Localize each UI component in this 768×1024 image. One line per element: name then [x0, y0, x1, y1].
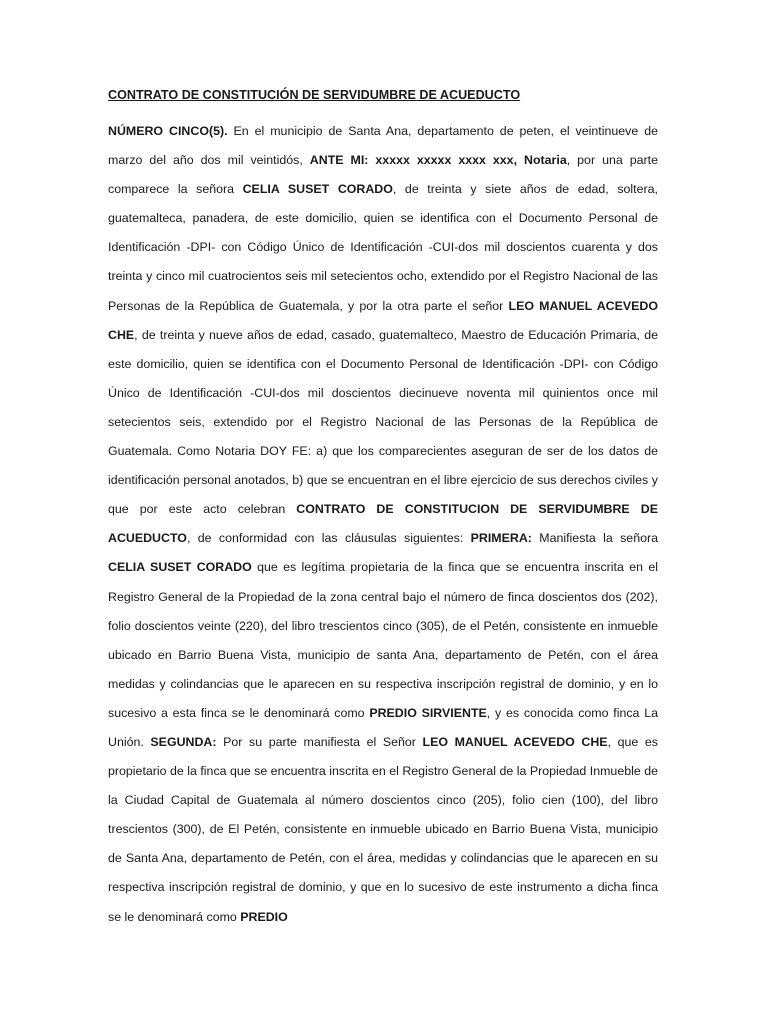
text-segment: Manifiesta la señora: [531, 531, 658, 546]
bold-text-segment: LEO MANUEL ACEVEDO CHE: [108, 298, 658, 342]
bold-text-segment: NÚMERO CINCO(5).: [108, 124, 228, 138]
text-segment: , que es propietario de la finca que se encuentra inscrita en el Registro General de la Propiedad Inmueble de la Ciudad Capital de Guatemala al número doscientos cinco (205), folio cien (100), del libro trescientos (300), de El Petén, consistente en inmueble ubicado en Barrio Buena Vista, municipio de Santa Ana, departamento de Petén, con el área, medidas y colindancias que le aparecen en su respectiva inscripción registral de dominio, y que en lo sucesivo de este instrumento a dicha finca se le denominará como: [108, 734, 658, 924]
bold-text-segment: CELIA SUSET CORADO: [108, 560, 252, 575]
text-segment: En el municipio de Santa Ana, departamento de peten, el veintinueve de marzo del año dos mil veintidós,: [108, 124, 658, 168]
bold-text-segment: SEGUNDA:: [150, 734, 217, 749]
bold-text-segment: CELIA SUSET CORADO: [242, 182, 393, 197]
text-segment: , de conformidad con las cláusulas siguientes:: [186, 531, 471, 546]
text-segment: que es legítima propietaria de la finca que se encuentra inscrita en el Registro General de la Propiedad de la zona central bajo el número de finca doscientos dos (202), folio doscientos veinte (220), del libro trescientos cinco (305), de el Petén, consistente en inmueble ubicado en Barrio Buena Vista, municipio de santa Ana, departamento de Petén, con el área medidas y colindancias que le aparecen en su respectiva inscripción registral de dominio, y en lo sucesivo a esta finca se le denominará como: [108, 560, 658, 720]
document-title: CONTRATO DE CONSTITUCIÓN DE SERVIDUMBRE DE ACUEDUCTO: [108, 88, 521, 102]
text-segment: , de treinta y nueve años de edad, casado, guatemalteco, Maestro de Educación Primaria, de este domicilio, quien se identifica con el Documento Personal de Identificación -DPI- con Código Único de Identificación -CUI-dos mil doscientos diecinueve noventa mil quinientos once mil setecientos seis, extendido por el Registro Nacional de las Personas de la República de Guatemala. Como Notaria DOY FE: a) que los comparecientes aseguran de ser de los datos de identificación personal anotados, b) que se encuentran en el libre ejercicio de sus derechos civiles y que por este acto celebran: [108, 327, 658, 517]
text-segment: , y es conocida como finca La Unión.: [108, 705, 658, 749]
bold-text-segment: LEO MANUEL ACEVEDO CHE: [422, 734, 608, 749]
bold-text-segment: PRIMERA:: [470, 531, 532, 546]
text-segment: , de treinta y siete años de edad, soltera, guatemalteca, panadera, de este domicilio, quien se identifica con el Documento Personal de Identificación -DPI- con Código Único de Identificación -CUI-dos mil doscientos cuarenta y dos treinta y cinco mil cuatrocientos seis mil setecientos ocho, extendido por el Registro Nacional de las Personas de la República de Guatemala, y por la otra parte el señor: [108, 182, 658, 313]
contract-body-paragraph: [108, 117, 658, 932]
document-page: [108, 85, 658, 932]
bold-text-segment: CONTRATO DE CONSTITUCION DE SERVIDUMBRE DE ACUEDUCTO: [108, 502, 658, 546]
bold-text-segment: PREDIO: [240, 909, 288, 924]
bold-text-segment: PREDIO SIRVIENTE: [369, 705, 487, 720]
text-segment: , por una parte comparece la señora: [108, 153, 658, 197]
bold-text-segment: ANTE MI: xxxxx xxxxx xxxx xxx, Notaria: [309, 153, 567, 168]
text-segment: Por su parte manifiesta el Señor: [216, 734, 423, 749]
